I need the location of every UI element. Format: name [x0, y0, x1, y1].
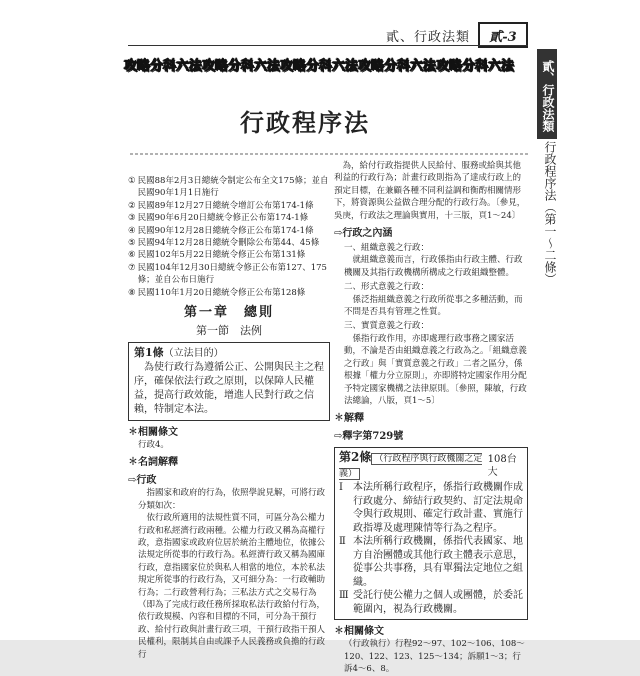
related-articles-2-heading: ✽相關條文 — [334, 626, 384, 638]
page-title: 行政程序法 — [240, 108, 370, 137]
point-head: 二、形式意義之行政： — [344, 282, 430, 293]
slogan: 攻略分科六法 — [358, 59, 437, 74]
article-2-item: Ⅰ 本法所稱行政程序，係指行政機關作成行政處分、締結行政契約、訂定法規命令與行政規則、確定行政計畫、實施行政指導及處理陳情等行為之程序。 — [339, 482, 523, 534]
article-2-caption: （行政程序與行政機關之定義） — [339, 454, 483, 479]
decorative-rule — [130, 150, 528, 158]
point-text: 係指行政作用，亦即處理行政事務之國家活動，不論是否由組織意義之行政為之。「組織意義之行政」與「實質意義之行政」二者之區分，係根據「權力分立原則」，亦即將特定國家作用分配予特定國家機構之法律原則。〔參照，陳敏，行政法總論，八版，頁1～5〕 — [344, 333, 527, 406]
history-item: ⑤ 民國94年12月28日總統令刪除公布第44、45條 — [128, 238, 320, 249]
side-tab — [533, 45, 565, 605]
exam-badge: 108台大 — [487, 453, 517, 479]
slogan: 攻略分科六法 — [202, 59, 281, 74]
history-list — [128, 175, 330, 299]
topic-heading: ⇨行政之內涵 — [334, 228, 393, 240]
point-text: 係泛指組織意義之行政所從事之多種活動，而不問是否具有管理之性質。 — [344, 294, 523, 318]
terms-paragraph: 指國家和政府的行為，依照學說見解，可將行政分類如次： — [138, 488, 326, 511]
history-item: ① 民國88年2月3日總統令制定公布全文175條；並自民國90年1月1日施行 — [128, 176, 329, 199]
side-law-name — [537, 141, 559, 321]
point-head: 一、組織意義之行政： — [344, 243, 430, 254]
continued-text: 為，給付行政指提供人民給付、服務或給與其他利益的行政行為；計畫行政則指為了達成行政上的預定目標，在兼顧各種不同利益調和衡酌相關情形下，將資源與公益做合理分配的行政行為。〔參見，吳庚，行政法之理論與實用，十三版，頁1～24〕 — [334, 161, 526, 221]
page-number: 貳-3 — [478, 22, 528, 48]
right-column — [334, 160, 528, 676]
history-item: ② 民國89年12月27日總統令增訂公布第174-1條 — [128, 200, 314, 211]
article-2-head-row — [339, 451, 523, 481]
history-item: ④ 民國90年12月28日總統令修正公布第174-1條 — [128, 225, 314, 236]
point-text: 就組織意義而言，行政係指由行政主體、行政機關及其指行政機構所構成之行政組織整體。 — [344, 255, 523, 278]
terms-sub-heading: ⇨行政 — [128, 475, 157, 487]
slogan: 攻略分科六法 — [280, 59, 359, 74]
article-1-caption: （立法目的） — [163, 347, 224, 359]
article-1-box — [128, 342, 330, 421]
side-category: 貳、行政法類 — [537, 49, 557, 139]
article-1-label: 第1條 — [134, 345, 164, 359]
article-1-text: 為使行政行為遵循公正、公開與民主之程序，確保依法行政之原則，以保障人民權益，提高行政效能，增進人民對行政之信賴，特制定本法。 — [134, 361, 324, 415]
chapter-heading: 第一章 總則 — [183, 305, 274, 321]
topic-points — [334, 242, 528, 407]
section-heading: 第一節 法例 — [196, 324, 262, 338]
history-item: ⑧ 民國110年1月20日總統令修正公布第128條 — [128, 287, 306, 298]
slogan: 攻略分科六法 — [124, 59, 203, 74]
history-item: ⑥ 民國102年5月22日總統令修正公布第131條 — [128, 250, 306, 261]
terms-paragraph: 依行政所適用的法規性質不同，可區分為公權力行政和私經濟行政兩種。公權力行政又稱為高權行政，意指國家或政府位居於統治主體地位，依據公法規定所從事的行政行為。私經濟行政又稱為國庫行政，意指國家位於與私人相當的地位，本於私法規定所從事的行政行為，又可細分為：一行政輔助行為；二行政營利行為；三私法方式之交易行為（即為了完成行政任務所採取私法行政給付行為，依行政規模、內容和目標的不同，可分為干預行政、給付行政與計畫行政三項，干預行政指干預人民權利，限制其自由或課予人民義務或負擔的行政行 — [138, 513, 326, 660]
left-column — [128, 175, 330, 661]
article-2-label: 第2條 — [339, 450, 372, 465]
side-range: （第一～二條） — [543, 201, 557, 285]
point-head: 三、實質意義之行政： — [344, 321, 430, 332]
commentary-ref: ⇨釋字第729號 — [334, 431, 404, 443]
slogan: 攻略分科六法 — [436, 59, 515, 74]
related-articles-text: 行政4。 — [138, 439, 169, 450]
history-item: ⑦ 民國104年12月30日總統令修正公布第127、175條；並自公布日施行 — [128, 262, 327, 286]
side-law-title: 行政程序法 — [543, 141, 557, 201]
slogan-banner — [124, 55, 515, 83]
header-rule — [128, 45, 528, 46]
commentary-heading: ✽解釋 — [334, 413, 364, 425]
related-articles-heading: ✽相關條文 — [128, 426, 178, 438]
article-2-item: Ⅲ 受託行使公權力之個人或團體，於委託範圍內，視為行政機關。 — [339, 590, 523, 615]
history-item: ③ 民國90年6月20日總統令修正公布第174-1條 — [128, 213, 309, 224]
decorative-rule-art — [130, 150, 528, 158]
running-title: 貳、行政法類 — [386, 30, 471, 45]
article-2-item: Ⅱ 本法所稱行政機關，係指代表國家、地方自治團體或其他行政主體表示意思，從事公共事務，具有單獨法定地位之組織。 — [339, 536, 523, 588]
article-2-box — [334, 447, 528, 620]
terms-heading: ✽名詞解釋 — [128, 457, 178, 469]
related-articles-2-text: （行政執行）行程92～97、102～106、108～120、122、123、125～134；訴願1～3；行訴4～6、8。 — [344, 639, 525, 675]
